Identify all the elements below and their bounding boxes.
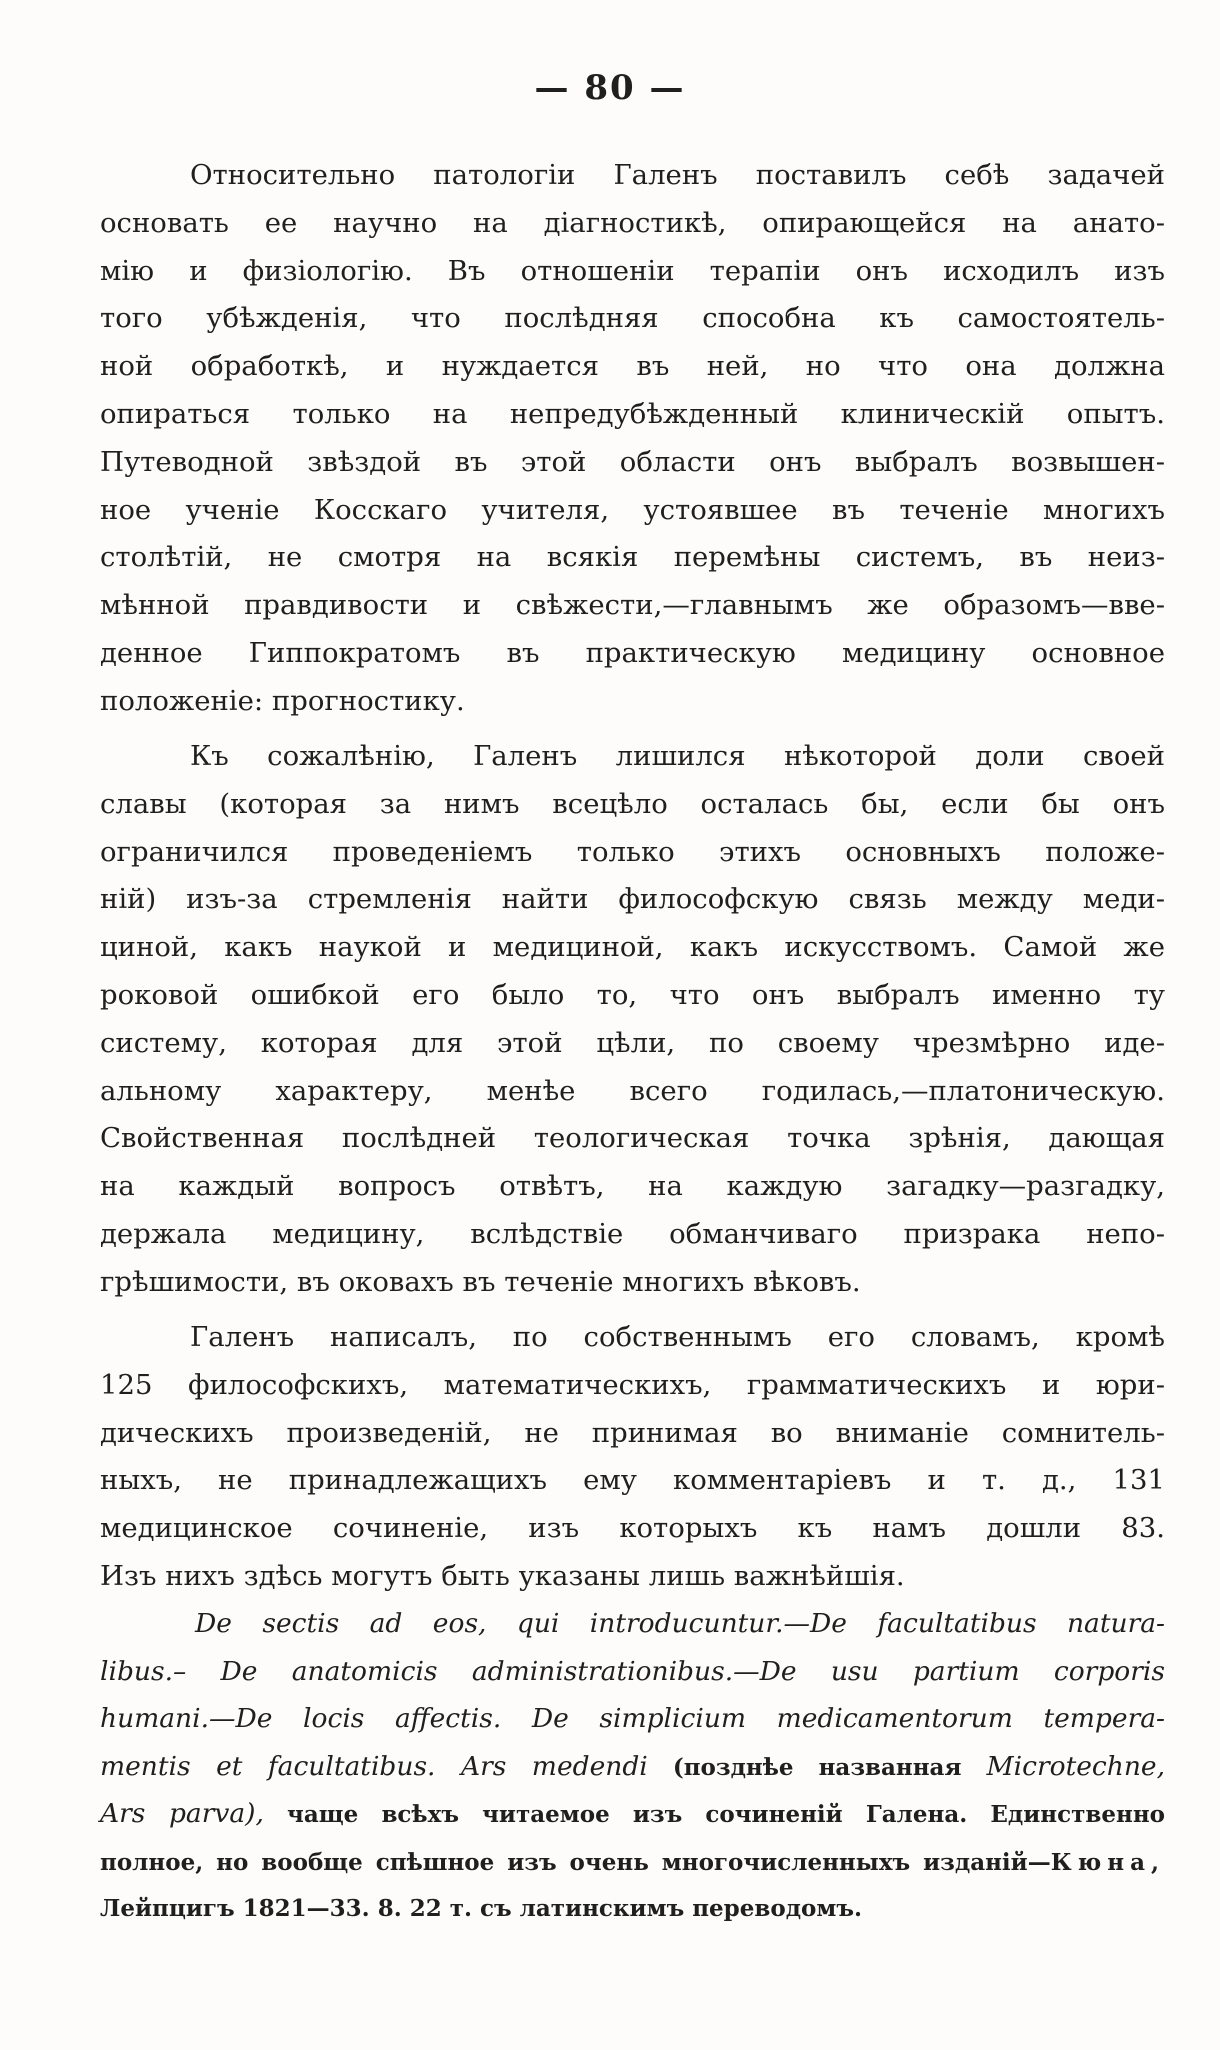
bibliography-title: mentis et facultatibus. Ars medendi (100, 1750, 648, 1782)
text-line: мію и физіологію. Въ отношеніи терапіи онъ исходилъ изъ (100, 254, 1165, 287)
bibliography-line (100, 1743, 1165, 1791)
bibliography-title: Microtechne, (986, 1750, 1165, 1782)
bibliography-note: (позднѣе названная (647, 1753, 987, 1781)
text-line: ныхъ, не принадлежащихъ ему комментаріевъ и т. д., 131 (100, 1464, 1165, 1497)
bibliography-line: libus.– De anatomicis administrationibus.—De usu partium corporis (100, 1655, 1165, 1687)
text-line: славы (которая за нимъ всецѣло осталась бы, если бы онъ (100, 787, 1165, 820)
text-line: роковой ошибкой его было то, что онъ выбралъ именно ту (100, 978, 1165, 1011)
text-line: альному характеру, менѣе всего годилась,—платоническую. (100, 1074, 1165, 1107)
text-line: держала медицину, вслѣдствіе обманчиваго призрака непо- (100, 1217, 1165, 1250)
text-line: Относительно патологіи Галенъ поставилъ себѣ задачей (190, 159, 1165, 191)
bibliography-editor: Кюна, (1050, 1848, 1165, 1876)
text-line: на каждый вопросъ отвѣтъ, на каждую загадку—разгадку, (100, 1170, 1165, 1203)
bibliography-line: De sectis ad eos, qui introducuntur.—De facultatibus natura- (195, 1608, 1165, 1639)
bibliography-note: полное, но вообще спѣшное изъ очень многочисленныхъ изданій— (100, 1848, 1051, 1876)
text-line: опираться только на непредубѣжденный клиническій опытъ. (100, 397, 1165, 430)
paragraph-writings (100, 1314, 1165, 1601)
bibliography-line: Лейпцигъ 1821—33. 8. 22 т. съ латинскимъ переводомъ. (100, 1895, 863, 1922)
text-line: положеніе: прогностику. (100, 684, 465, 717)
text-line: основать ее научно на діагностикѣ, опирающейся на анато- (100, 206, 1165, 239)
text-line: ній) изъ-за стремленія найти философскую связь между меди- (100, 883, 1165, 916)
paragraph-platonism (100, 733, 1165, 1307)
text-line: грѣшимости, въ оковахъ въ теченіе многихъ вѣковъ. (100, 1265, 861, 1298)
text-line: столѣтій, не смотря на всякія перемѣны системъ, въ неиз- (100, 541, 1165, 574)
bibliography-line: humani.—De locis affectis. De simplicium medicamentorum tempera- (100, 1703, 1165, 1734)
text-line: мѣнной правдивости и свѣжести,—главнымъ же образомъ—вве- (100, 589, 1165, 622)
bibliography-line (100, 1838, 1165, 1886)
paragraph-pathology (100, 152, 1165, 726)
text-line: дическихъ произведеній, не принимая во вниманіе сомнитель- (100, 1416, 1165, 1449)
text-line: того убѣжденія, что послѣдняя способна къ самостоятель- (100, 302, 1165, 335)
text-line: ное ученіе Косскаго учителя, устоявшее въ теченіе многихъ (100, 493, 1165, 526)
text-line: циной, какъ наукой и медициной, какъ искусствомъ. Самой же (100, 931, 1165, 964)
bibliography-line (100, 1790, 1165, 1838)
text-line: Къ сожалѣнію, Галенъ лишился нѣкоторой доли своей (190, 740, 1165, 772)
bibliography-list (100, 1600, 1165, 1933)
text-line: Изъ нихъ здѣсь могутъ быть указаны лишь важнѣйшія. (100, 1559, 905, 1592)
text-line: медицинское сочиненіе, изъ которыхъ къ намъ дошли 83. (100, 1512, 1165, 1545)
text-line: Свойственная послѣдней теологическая точка зрѣнія, дающая (100, 1122, 1165, 1155)
text-line: ограничился проведеніемъ только этихъ основныхъ положе- (100, 835, 1165, 868)
text-line: Путеводной звѣздой въ этой области онъ выбралъ возвышен- (100, 445, 1165, 478)
text-line: 125 философскихъ, математическихъ, грамматическихъ и юри- (100, 1368, 1165, 1401)
text-line: систему, которая для этой цѣли, по своему чрезмѣрно иде- (100, 1026, 1165, 1059)
text-line: денное Гиппократомъ въ практическую медицину основное (100, 636, 1165, 669)
page-number: — 80 — (534, 68, 686, 108)
bibliography-note: чаще всѣхъ читаемое изъ сочиненій Галена. Единственно (263, 1801, 1165, 1828)
text-line: ной обработкѣ, и нуждается въ ней, но что она должна (100, 350, 1165, 383)
text-line: Галенъ написалъ, по собственнымъ его словамъ, кромѣ (190, 1321, 1165, 1353)
bibliography-title: Ars parva), (100, 1798, 264, 1829)
